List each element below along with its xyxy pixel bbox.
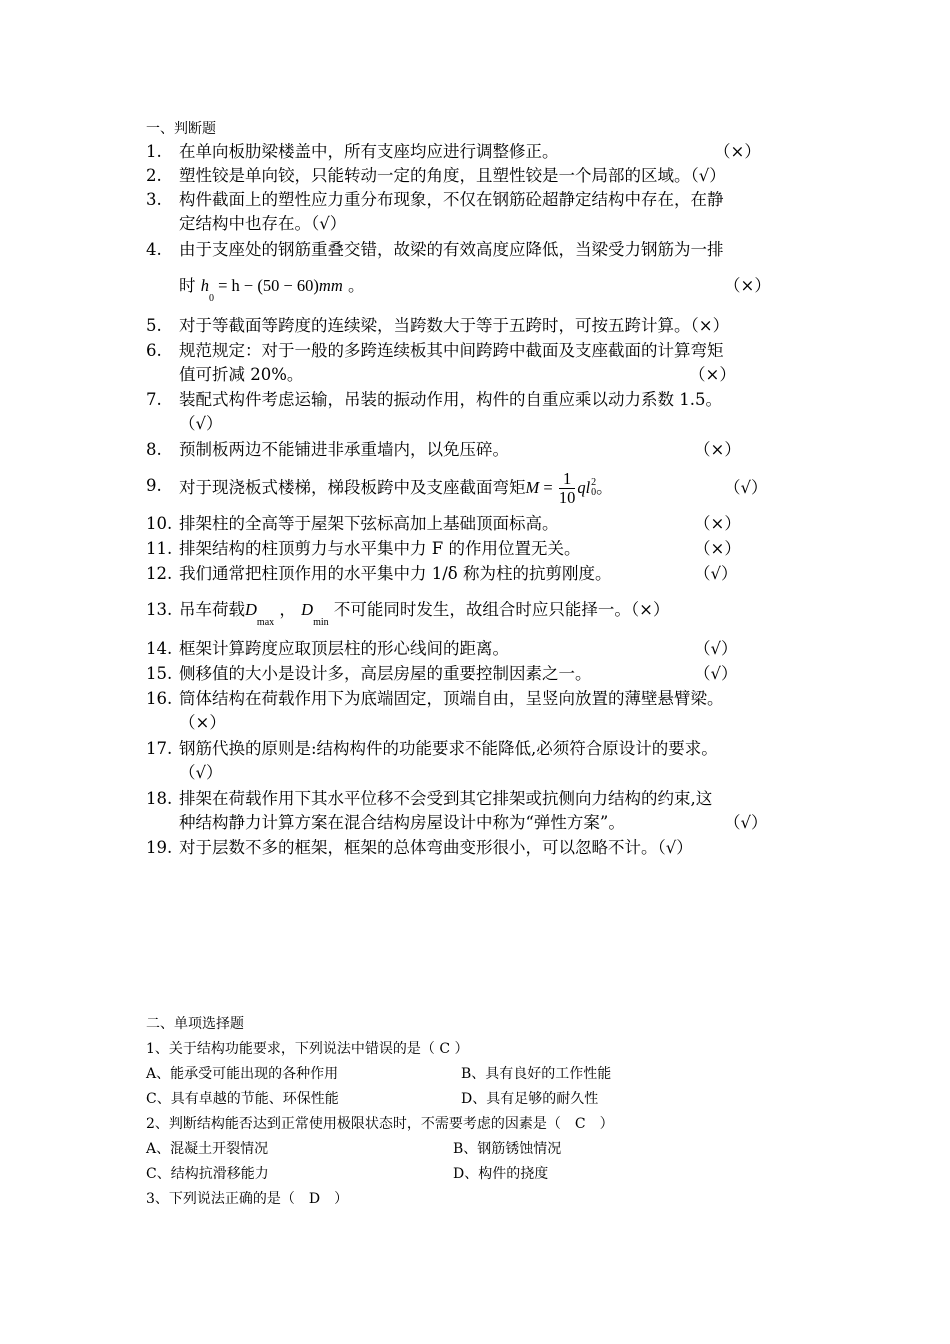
item-number: 19.	[146, 838, 173, 857]
judgment-item-11	[146, 537, 816, 561]
item-text: 时	[179, 276, 196, 295]
q1-option-a: A、能承受可能出现的各种作用	[146, 1066, 339, 1082]
item-number: 17.	[146, 739, 173, 758]
item-text: 不可能同时发生，故组合时应只能择一。	[333, 600, 631, 619]
item-number: 1.	[146, 142, 162, 161]
q2-stem: 2、判断结构能否达到正常使用极限状态时，不需要考虑的因素是（ C ）	[146, 1116, 614, 1132]
answer-mark: （√）	[724, 813, 768, 832]
judgment-item-14	[146, 637, 816, 661]
item-text: 筒体结构在荷载作用下为底端固定，顶端自由，呈竖向放置的薄壁悬臂梁。	[179, 689, 724, 708]
item-text: 排架结构的柱顶剪力与水平集中力 F 的作用位置无关。	[179, 539, 581, 558]
judgment-item-19	[146, 836, 816, 860]
item-text: 规范规定：对于一般的多跨连续板其中间跨跨中截面及支座截面的计算弯矩	[179, 341, 724, 360]
item-text: 种结构静力计算方案在混合结构房屋设计中称为“弹性方案”。	[179, 813, 625, 832]
item-number: 4.	[146, 240, 162, 259]
item-text: 对于层数不多的框架，框架的总体弯曲变形很小，可以忽略不计。	[179, 838, 658, 857]
item-number: 7.	[146, 390, 162, 409]
formula-h0: $h_0 = h - (50 - 60)mm$	[200, 276, 343, 304]
item-text: 我们通常把柱顶作用的水平集中力 1/δ 称为柱的抗剪刚度。	[179, 564, 612, 583]
item-text: 排架在荷载作用下其水平位移不会受到其它排架或抗侧向力结构的约束,这	[179, 789, 713, 808]
formula-dmax: $D_{max}$	[245, 600, 275, 628]
item-number: 10.	[146, 514, 173, 533]
item-text: 由于支座处的钢筋重叠交错，故梁的有效高度应降低，当梁受力钢筋为一排	[179, 240, 724, 259]
item-number: 15.	[146, 664, 173, 683]
q3-stem: 3、下列说法正确的是（ D ）	[146, 1191, 349, 1207]
q1-option-c: C、具有卓越的节能、环保性能	[146, 1091, 339, 1107]
item-text: 对于现浇板式楼梯，梯段板跨中及支座截面弯矩	[179, 478, 526, 497]
item-number: 8.	[146, 440, 162, 459]
item-number: 2.	[146, 166, 162, 185]
judgment-item-13	[146, 598, 816, 632]
answer-mark: （×）	[689, 365, 736, 384]
q1-option-d: D、具有足够的耐久性	[461, 1091, 599, 1107]
item-text: 定结构中也存在。	[179, 214, 311, 233]
answer-mark: （√）	[694, 664, 738, 683]
item-number: 16.	[146, 689, 173, 708]
answer-mark: （×）	[694, 440, 741, 459]
q1-stem: 1、关于结构功能要求，下列说法中错误的是（ C ）	[146, 1041, 469, 1057]
answer-mark: （×）	[630, 600, 670, 619]
answer-mark: （√）	[311, 214, 347, 233]
judgment-item-2	[146, 164, 816, 188]
item-number: 14.	[146, 639, 173, 658]
section1-title: 一、判断题	[146, 121, 216, 137]
answer-mark: （√）	[724, 478, 768, 497]
judgment-item-9	[146, 468, 816, 508]
item-text: 侧移值的大小是设计多，高层房屋的重要控制因素之一。	[179, 664, 592, 683]
judgment-item-15	[146, 662, 816, 686]
item-number: 11.	[146, 539, 173, 558]
answer-mark: （√）	[179, 763, 223, 782]
judgment-item-1	[146, 140, 816, 164]
q2-option-a: A、混凝土开裂情况	[146, 1141, 269, 1157]
judgment-item-10	[146, 512, 816, 536]
formula-moment: M = $\frac{1}{10}$ ql 2 0	[525, 468, 597, 507]
judgment-item-6	[146, 339, 816, 387]
judgment-item-7	[146, 388, 816, 436]
answer-mark: （×）	[179, 713, 226, 732]
judgment-item-16	[146, 687, 816, 735]
answer-mark: （√）	[694, 639, 738, 658]
q1-option-b: B、具有良好的工作性能	[461, 1066, 612, 1082]
item-text: 构件截面上的塑性应力重分布现象，不仅在钢筋砼超静定结构中存在，在静	[179, 190, 724, 209]
item-number: 5.	[146, 316, 162, 335]
item-text: 。	[596, 478, 613, 497]
answer-mark: （√）	[179, 414, 223, 433]
item-number: 3.	[146, 190, 162, 209]
item-text: ，	[279, 600, 296, 619]
judgment-item-17	[146, 737, 816, 785]
judgment-item-4	[146, 238, 816, 304]
item-text: 排架柱的全高等于屋架下弦标高加上基础顶面标高。	[179, 514, 559, 533]
answer-mark: （×）	[714, 142, 761, 161]
section2-title: 二、单项选择题	[146, 1016, 244, 1032]
judgment-item-18	[146, 787, 816, 835]
item-number: 13.	[146, 600, 173, 619]
item-number: 6.	[146, 341, 162, 360]
item-text: 框架计算跨度应取顶层柱的形心线间的距离。	[179, 639, 509, 658]
item-text: 钢筋代换的原则是:结构构件的功能要求不能降低,必须符合原设计的要求。	[179, 739, 718, 758]
answer-mark: （√）	[690, 166, 726, 185]
item-number: 9.	[146, 476, 162, 495]
answer-mark: （×）	[724, 276, 771, 295]
formula-dmin: $D_{min}$	[301, 600, 329, 628]
item-number: 12.	[146, 564, 173, 583]
answer-mark: （√）	[657, 838, 693, 857]
item-number: 18.	[146, 789, 173, 808]
item-text: 预制板两边不能铺进非承重墙内，以免压碎。	[179, 440, 509, 459]
answer-mark: （×）	[694, 539, 741, 558]
item-text: 。	[348, 276, 365, 295]
q2-option-b: B、钢筋锈蚀情况	[453, 1141, 562, 1157]
item-text: 吊车荷载	[179, 600, 245, 619]
item-text: 对于等截面等跨度的连续梁，当跨数大于等于五跨时，可按五跨计算。	[179, 316, 691, 335]
judgment-item-3	[146, 188, 816, 236]
item-text: 塑性铰是单向铰，只能转动一定的角度，且塑性铰是一个局部的区域。	[179, 166, 691, 185]
answer-mark: （√）	[694, 564, 738, 583]
item-text: 值可折减 20%。	[179, 365, 304, 384]
q2-option-c: C、结构抗滑移能力	[146, 1166, 269, 1182]
judgment-item-12	[146, 562, 816, 586]
judgment-item-5	[146, 314, 816, 338]
q2-option-d: D、构件的挠度	[453, 1166, 549, 1182]
item-text: 在单向板肋梁楼盖中，所有支座均应进行调整修正。	[179, 142, 559, 161]
answer-mark: （×）	[690, 316, 730, 335]
answer-mark: （×）	[694, 514, 741, 533]
item-text: 装配式构件考虑运输，吊装的振动作用，构件的自重应乘以动力系数 1.5。	[179, 390, 722, 409]
judgment-item-8	[146, 438, 816, 462]
